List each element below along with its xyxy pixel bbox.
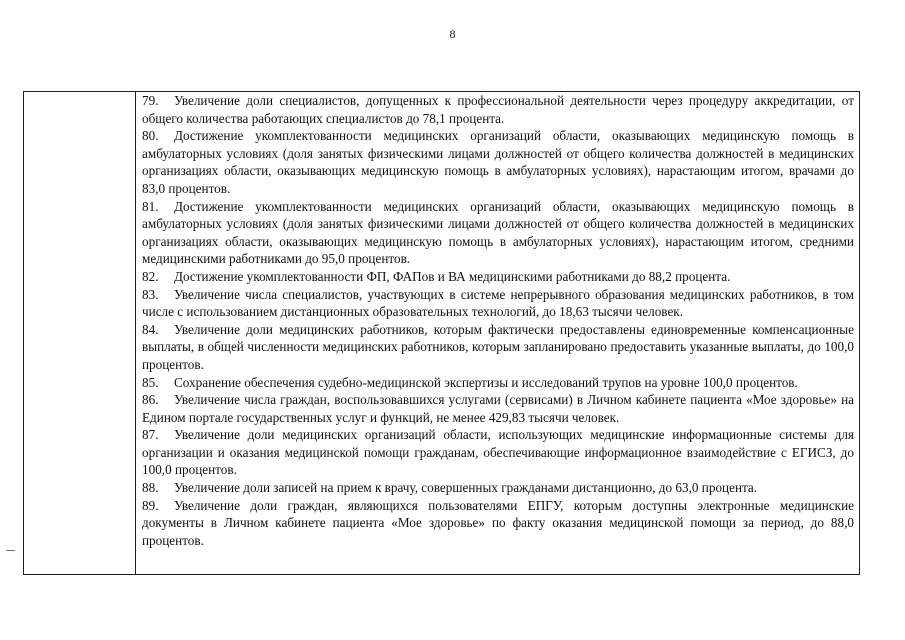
item-text: Достижение укомплектованности ФП, ФАПов и ВА медицинскими работниками до 88,2 процента.	[174, 268, 731, 284]
item-number: 88.	[142, 480, 159, 496]
item-number: 83.	[142, 286, 159, 302]
indicator-list	[142, 92, 854, 549]
item-number: 86.	[142, 392, 159, 408]
list-item	[142, 198, 854, 268]
item-text: Увеличение доли граждан, являющихся пользователями ЕПГУ, которым доступны электронные медицинские документы в Личном кабинете пациента «Мое здоровье» по факту оказания медицинской помощи за период, до 88,0 процентов.	[142, 497, 854, 548]
list-item	[142, 286, 854, 321]
item-text: Сохранение обеспечения судебно-медицинской экспертизы и исследований трупов на уровне 100,0 процентов.	[174, 374, 798, 390]
list-item	[142, 127, 854, 197]
item-number: 84.	[142, 321, 159, 337]
item-number: 85.	[142, 374, 159, 390]
list-item	[142, 321, 854, 374]
list-item	[142, 92, 854, 127]
document-table	[23, 91, 860, 575]
list-item	[142, 374, 854, 392]
margin-mark	[6, 550, 15, 551]
item-text: Увеличение доли медицинских организаций области, использующих медицинские информационные системы для организации и оказания медицинской помощи гражданам, обеспечивающие информационное взаимодействие с ЕГИСЗ, до 100,0 процентов.	[142, 427, 854, 478]
item-number: 81.	[142, 198, 159, 214]
list-item	[142, 426, 854, 479]
list-item	[142, 479, 854, 497]
item-text: Увеличение доли медицинских работников, которым фактически предоставлены единовременные компенсационные выплаты, в общей численности медицинских работников, которым запланировано предоставить указанные выплаты, до 100,0 процентов.	[142, 321, 854, 372]
item-text: Достижение укомплектованности медицинских организаций области, оказывающих медицинскую помощь в амбулаторных условиях (доля занятых физическими лицами должностей от общего количества должностей в медицинских организациях области, оказывающих медицинскую помощь в амбулаторных условиях), нарастающим итогом, средними медицинскими работниками до 95,0 процентов.	[142, 198, 854, 267]
item-text: Увеличение доли специалистов, допущенных к профессиональной деятельности через процедуру аккредитации, от общего количества работающих специалистов до 78,1 процента.	[142, 93, 854, 126]
item-number: 89.	[142, 497, 159, 513]
item-number: 80.	[142, 128, 159, 144]
item-number: 79.	[142, 93, 159, 108]
item-text: Увеличение числа граждан, воспользовавшихся услугами (сервисами) в Личном кабинете пациента «Мое здоровье» на Едином портале государственных услуг и функций, не менее 429,83 тысячи человек.	[142, 392, 854, 425]
list-item	[142, 391, 854, 426]
empty-left-column	[24, 92, 136, 574]
item-number: 87.	[142, 427, 159, 443]
list-item	[142, 268, 854, 286]
item-number: 82.	[142, 268, 159, 284]
list-item	[142, 497, 854, 550]
item-text: Достижение укомплектованности медицинских организаций области, оказывающих медицинскую помощь в амбулаторных условиях (доля занятых физическими лицами должностей от общего количества должностей в медицинских организациях области, оказывающих медицинскую помощь в амбулаторных условиях), нарастающим итогом, врачами до 83,0 процентов.	[142, 128, 854, 196]
item-text: Увеличение числа специалистов, участвующих в системе непрерывного образования медицинских работников, в том числе с использованием дистанционных образовательных технологий, до 18,63 тысячи человек.	[142, 286, 854, 320]
item-text: Увеличение доли записей на прием к врачу, совершенных гражданами дистанционно, до 63,0 процента.	[174, 480, 758, 496]
page-number: 8	[449, 27, 456, 41]
